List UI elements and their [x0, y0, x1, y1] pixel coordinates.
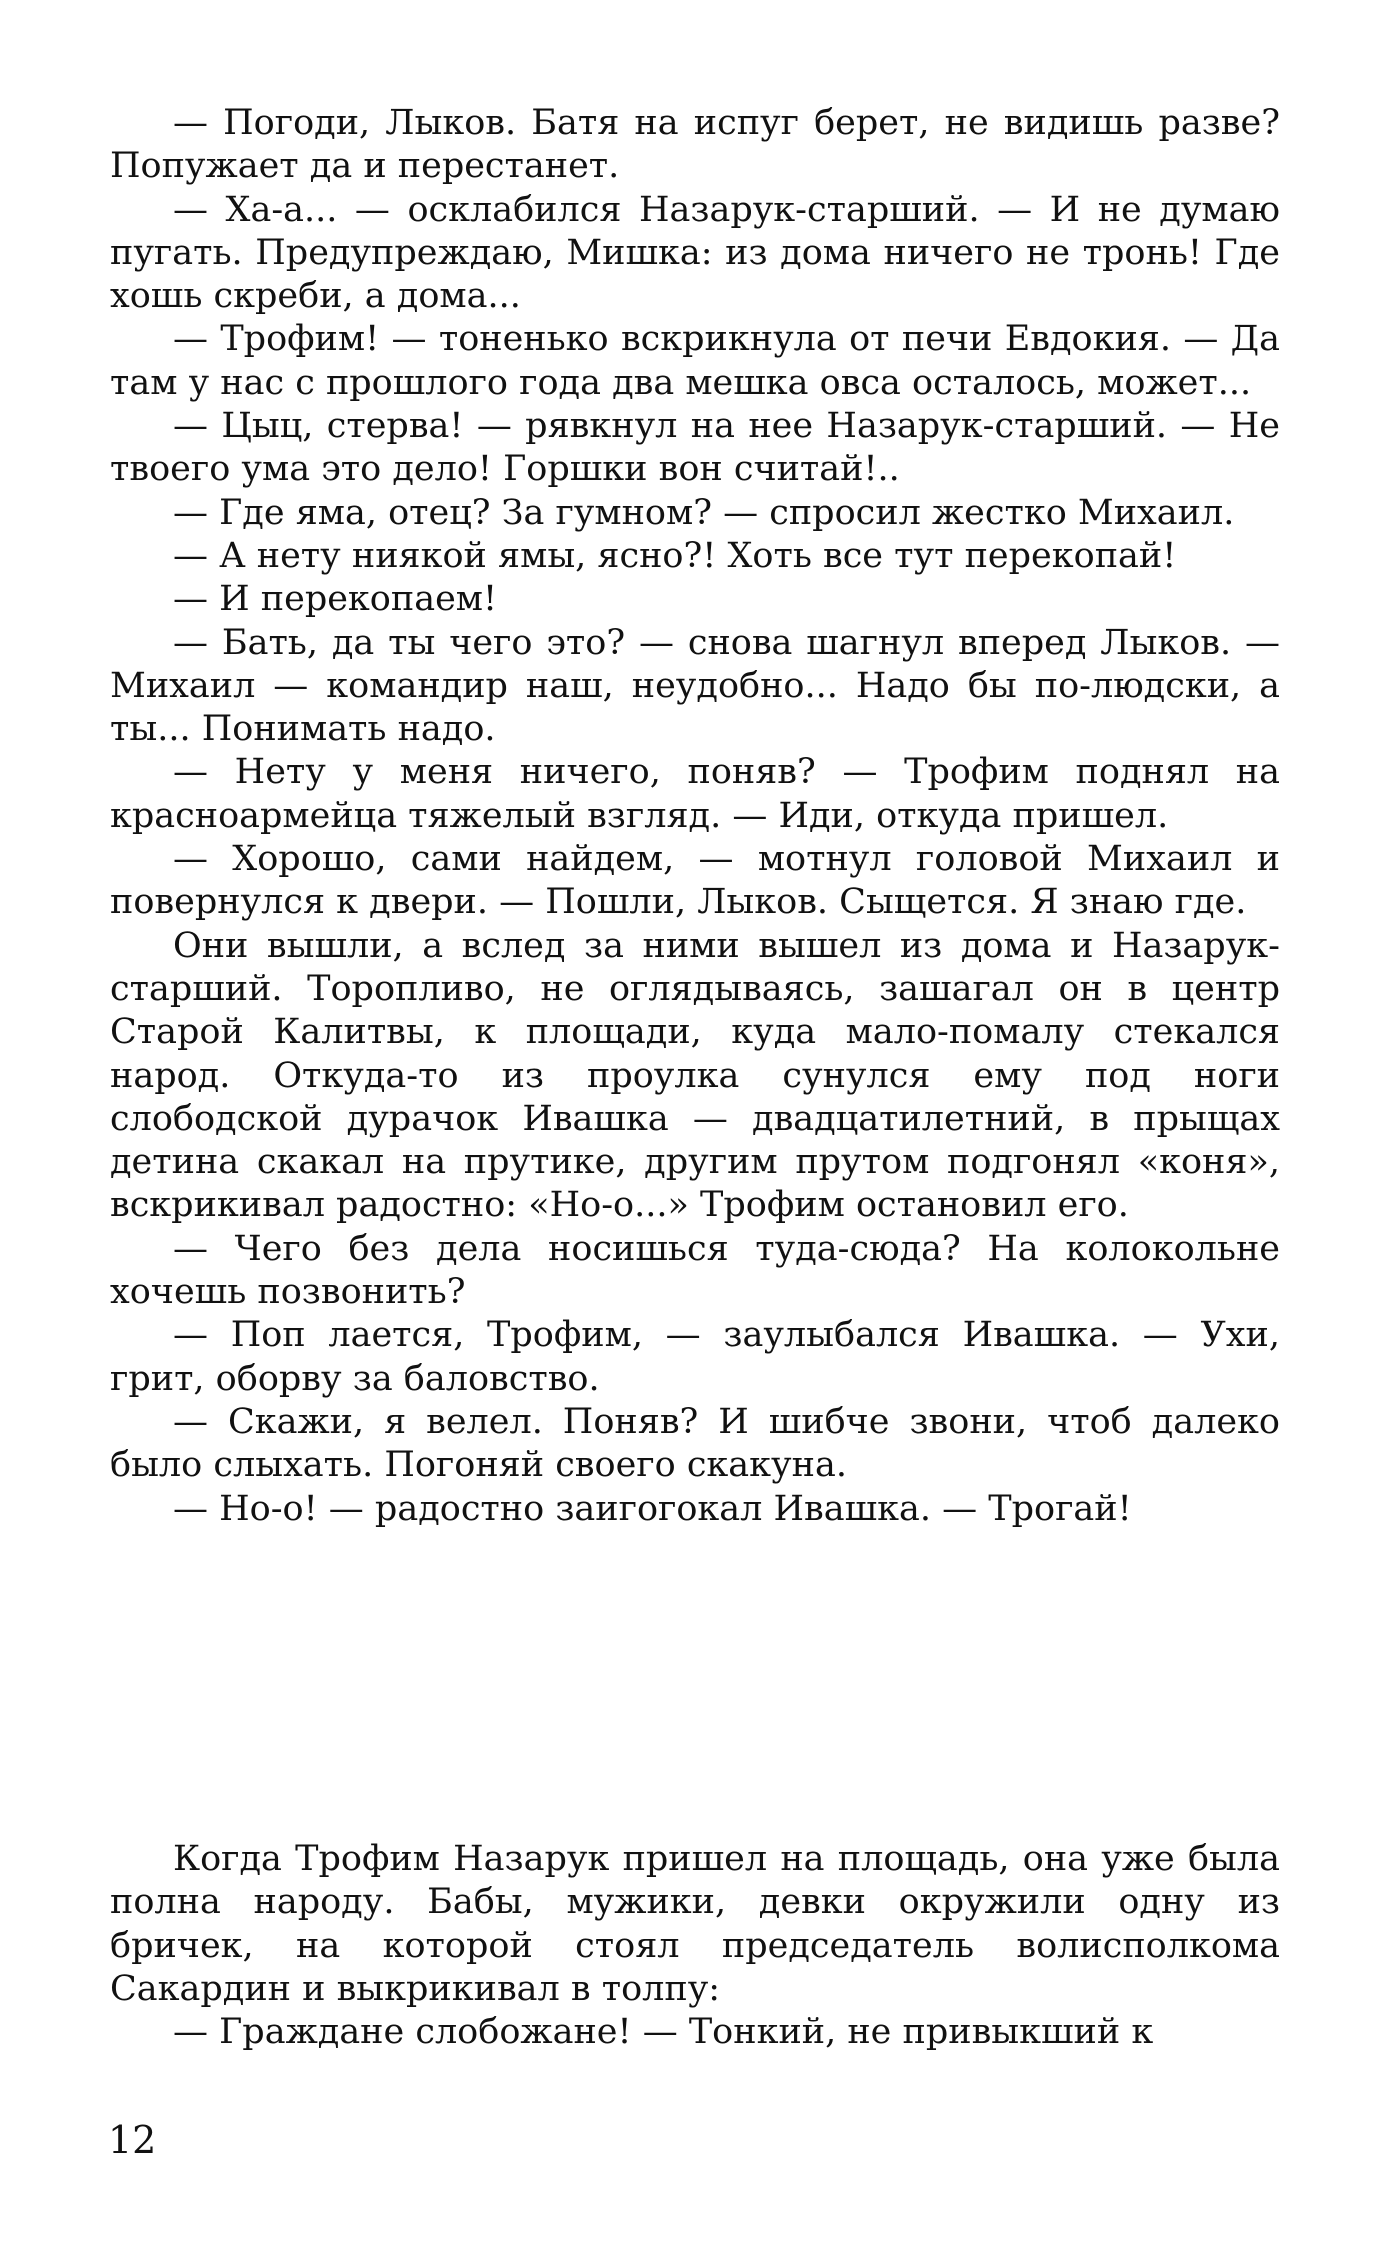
paragraph: — Бать, да ты чего это? — снова шагнул вперед Лыков. — Михаил — командир наш, неудобно... Надо бы по-людски, а ты... Понимать надо.: [110, 622, 1280, 750]
paragraph: — Нету у меня ничего, поняв? — Трофим поднял на красноармейца тяжелый взгляд. — Иди, откуда пришел.: [110, 752, 1280, 836]
paragraph: Когда Трофим Назарук пришел на площадь, она уже была полна народу. Бабы, мужики, девки окружили одну из бричек, на которой стоял председатель волисполкома Сакардин и выкрикивал в толпу:: [110, 1839, 1280, 2009]
paragraph: — Погоди, Лыков. Батя на испуг берет, не видишь разве? Попужает да и перестанет.: [110, 103, 1280, 187]
paragraph: — Но-о! — радостно заигогокал Ивашка. — Трогай!: [173, 1488, 1132, 1529]
paragraph: — Поп лается, Трофим, — заулыбался Ивашка. — Ухи, грит, оборву за баловство.: [110, 1315, 1280, 1399]
paragraph: — Хорошо, сами найдем, — мотнул головой Михаил и повернулся к двери. — Пошли, Лыков. Сыщется. Я знаю где.: [110, 839, 1280, 923]
page-number: 12: [108, 2118, 157, 2162]
paragraph: Они вышли, а вслед за ними вышел из дома и Назарук-старший. Торопливо, не оглядываясь, зашагал он в центр Старой Калитвы, к площади, куда мало-помалу стекался народ. Откуда-то из проулка сунулся ему под ноги слободской дурачок Ивашка — двадцатилетний, в прыщах детина скакал на прутике, другим прутом подгонял «коня», вскрикивал радостно: «Но-о...» Трофим остановил его.: [110, 925, 1280, 1226]
paragraph: — Скажи, я велел. Поняв? И шибче звони, чтоб далеко было слыхать. Погоняй своего скакуна.: [110, 1401, 1280, 1486]
paragraph: — Трофим! — тоненько вскрикнула от печи Евдокия. — Да там у нас с прошлого года два мешка овса осталось, может...: [110, 319, 1280, 403]
paragraph: — Цыц, стерва! — рявкнул на нее Назарук-старший. — Не твоего ума это дело! Горшки вон считай!..: [110, 406, 1280, 490]
paragraph: — Ха-а... — осклабился Назарук-старший. — И не думаю пугать. Предупреждаю, Мишка: из дома ничего не тронь! Где хошь скреби, а дома...: [110, 189, 1280, 317]
paragraph: — Граждане слобожане! — Тонкий, не привыкший к: [173, 2012, 1154, 2053]
paragraph: — А нету ниякой ямы, ясно?! Хоть все тут перекопай!: [173, 535, 1177, 576]
text-block-after-break: [110, 1838, 1280, 2054]
paragraph: — Чего без дела носишься туда-сюда? На колокольне хочешь позвонить?: [110, 1228, 1280, 1313]
paragraph: — Где яма, отец? За гумном? — спросил жестко Михаил.: [173, 492, 1235, 533]
text-block-main: [110, 102, 1280, 1531]
paragraph: — И перекопаем!: [173, 579, 498, 620]
